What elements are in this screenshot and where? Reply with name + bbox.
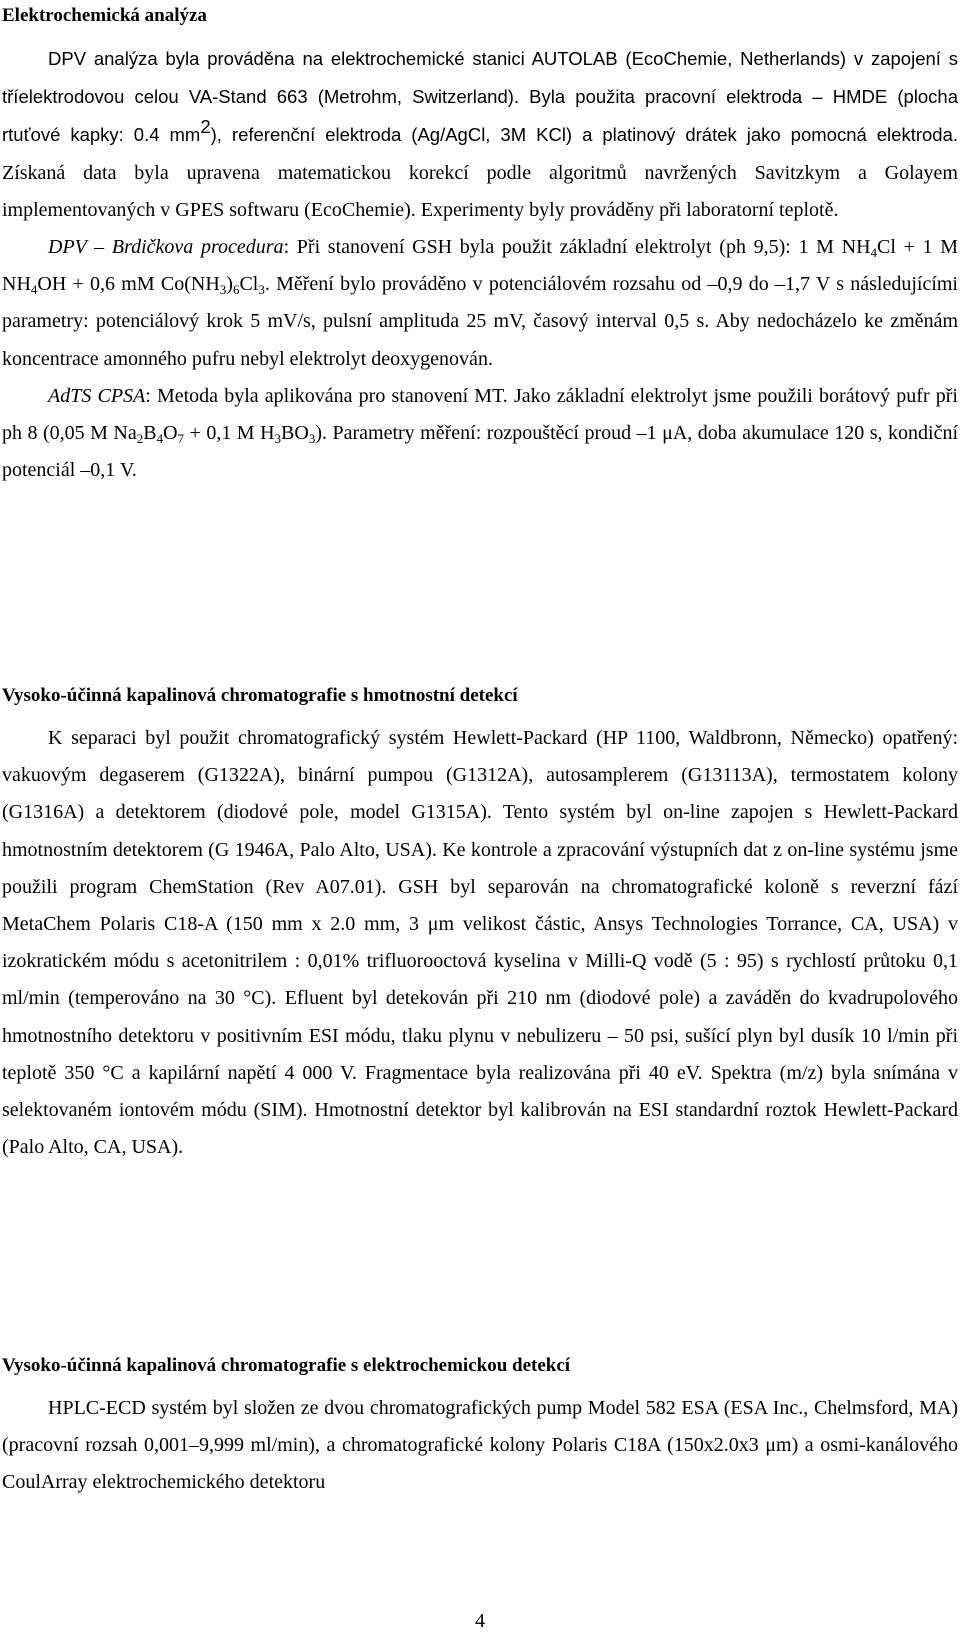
section-heading: Elektrochemická analýza bbox=[2, 5, 207, 26]
text-run: Cl + 1 M NH bbox=[2, 236, 959, 296]
text-run: Získaná data byla upravena matematickou korekcí podle algoritmů navržených Savitzkym a Golayem implementovaných v GPES softwaru (EcoChemie). Experimenty byly prováděny při laboratorní teplotě. bbox=[2, 161, 958, 221]
section-hplc-ms bbox=[2, 682, 958, 1166]
text-run: ). Parametry měření: rozpouštěcí proud –1 μA, doba akumulace 120 s, kondiční potenciál –0,1 V. bbox=[2, 422, 959, 482]
subscript: 2 bbox=[136, 431, 144, 447]
subscript: 3 bbox=[258, 282, 265, 298]
italic-term: DPV – Brdičkova procedura bbox=[48, 236, 284, 259]
subscript: 4 bbox=[156, 431, 164, 447]
text-run: ) bbox=[226, 273, 233, 296]
subscript: 4 bbox=[870, 245, 878, 261]
text-run: BO bbox=[281, 422, 309, 445]
text-run: + 0,1 M H bbox=[184, 422, 275, 445]
section-electrochemical-analysis bbox=[2, 2, 958, 489]
text-run: B bbox=[143, 422, 157, 445]
section-heading: Vysoko-účinná kapalinová chromatografie s hmotnostní detekcí bbox=[2, 685, 518, 706]
text-run: OH + 0,6 mM Co(NH bbox=[37, 273, 220, 296]
paragraph: K separaci byl použit chromatografický systém Hewlett-Packard (HP 1100, Waldbronn, Německo) opatřený: vakuovým degaserem (G1322A), binární pumpou (G1312A), autosamplerem (G13113A), termostatem kolony (G1316A) a detektorem (diodové pole, model G1315A). Tento systém byl on-line zapojen s Hewlett-Packard hmotnostním detektorem (G 1946A, Palo Alto, USA). Ke kontrole a zpracování výstupních dat z on-line systému jsme použili program ChemStation (Rev A07.01). GSH byl separován na chromatografické koloně s reverzní fází MetaChem Polaris C18-A (150 mm x 2.0 mm, 3 μm velikost částic, Ansys Technologies Torrance, CA, USA) v izokratickém módu s acetonitrilem : 0,01% trifluorooctová kyselina v Milli-Q vodě (5 : 95) s rychlostí průtoku 0,1 ml/min (temperováno na 30 °C). Efluent byl detekován při 210 nm (diodové pole) a zaváděn do kvadrupolového hmotnostního detektoru v positivním ESI módu, tlaku plynu v nebulizeru – 50 psi, sušící plyn byl dusík 10 l/min při teplotě 350 °C a kapilární napětí 4 000 V. Fragmentace byla realizována při 40 eV. Spektra (m/z) byla snímána v selektovaném iontovém módu (SIM). Hmotnostní detektor byl kalibrován na ESI standardní roztok Hewlett-Packard (Palo Alto, CA, USA). bbox=[2, 727, 958, 1159]
paragraph: HPLC-ECD systém byl složen ze dvou chromatografických pump Model 582 ESA (ESA Inc., Chelmsford, MA) (pracovní rozsah 0,001–9,999 ml/min), a chromatografické kolony Polaris C18A (150x2.0x3 μm) a osmi-kanálového CoulArray elektrochemického detektoru bbox=[2, 1397, 958, 1494]
paragraph bbox=[2, 378, 958, 490]
paragraph bbox=[2, 229, 958, 378]
subscript: 3 bbox=[219, 282, 227, 298]
section-heading: Vysoko-účinná kapalinová chromatografie s elektrochemickou detekcí bbox=[2, 1355, 571, 1376]
page-number: 4 bbox=[475, 1610, 485, 1632]
subscript: 3 bbox=[274, 431, 282, 447]
text-run: : Metoda byla aplikována pro stanovení MT. Jako základní elektrolyt jsme použili borátový pufr při ph 8 (0,05 M Na bbox=[2, 384, 958, 445]
text-run: : Při stanovení GSH byla použit základní elektrolyt (ph 9,5): 1 M NH bbox=[283, 236, 871, 259]
text-run: ), referenční elektroda (Ag/AgCl, 3M KCl) a platinový drátek jako pomocná elektroda. bbox=[210, 124, 959, 146]
text-run: Cl bbox=[239, 273, 259, 296]
paragraph bbox=[2, 40, 958, 229]
subscript: 7 bbox=[177, 431, 185, 447]
section-hplc-ecd bbox=[2, 1352, 958, 1502]
italic-term: AdTS CPSA bbox=[48, 384, 146, 407]
text-run: DPV analýza byla prováděna na elektrochemické stanici AUTOLAB (EcoChemie, Netherlands) v zapojení s tříelektrodovou celou VA-Stand 663 (Metrohm, Switzerland). Byla použita pracovní elektroda – HMDE (plocha rtuťové kapky: 0.4 mm bbox=[2, 48, 958, 146]
superscript: 2 bbox=[200, 116, 211, 138]
subscript: 6 bbox=[232, 282, 240, 298]
text-run: O bbox=[163, 422, 178, 445]
subscript: 3 bbox=[308, 431, 316, 447]
subscript: 4 bbox=[30, 282, 38, 298]
text-run: . Měření bylo prováděno v potenciálovém rozsahu od –0,9 do –1,7 V s následujícími parametry: potenciálový krok 5 mV/s, pulsní amplituda 25 mV, časový interval 0,5 s. Aby nedocházelo ke změnám koncentrace amonného pufru nebyl elektrolyt deoxygenován. bbox=[2, 273, 958, 370]
